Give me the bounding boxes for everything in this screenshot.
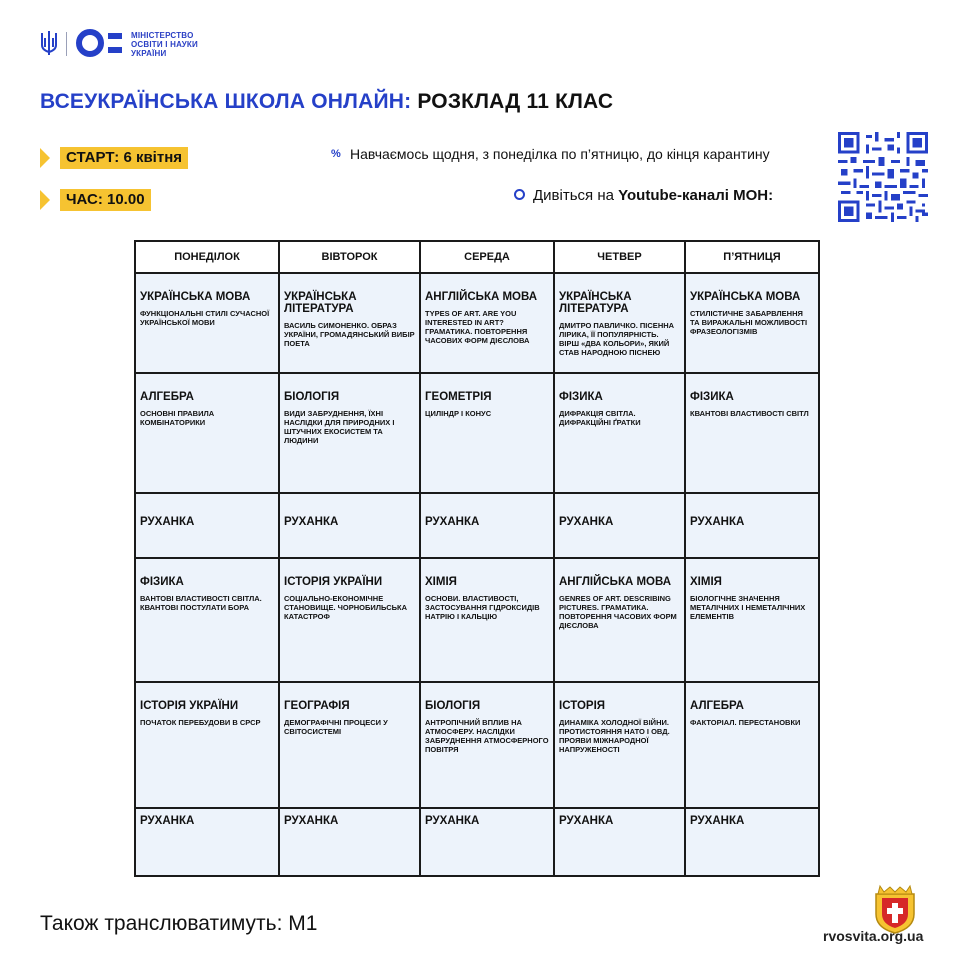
lesson-subject: УКРАЇНСЬКА ЛІТЕРАТУРА [284, 291, 357, 315]
lesson-topic: КВАНТОВІ ВЛАСТИВОСТІ СВІТЛ [690, 409, 809, 418]
ministry-name [131, 31, 198, 58]
table-row [135, 373, 819, 493]
lesson-topic: ВАНТОВІ ВЛАСТИВОСТІ СВІТЛА. КВАНТОВІ ПОСТУЛАТИ БОРА [140, 594, 262, 612]
table-header-row [135, 241, 819, 273]
ministry-line: УКРАЇНИ [131, 49, 167, 58]
lesson-cell [685, 373, 819, 493]
lesson-subject: АЛГЕБРА [140, 391, 194, 403]
lesson-cell [685, 273, 819, 373]
lesson-topic: TYPES OF ART. ARE YOU INTERESTED IN ART? ГРАМАТИКА. ПОВТОРЕННЯ ЧАСОВИХ ФОРМ ДІЄСЛОВА [425, 309, 530, 345]
ministry-line: МІНІСТЕРСТВО [131, 31, 194, 40]
title-blue: ВСЕУКРАЇНСЬКА ШКОЛА ОНЛАЙН: [40, 90, 412, 113]
lesson-subject: ГЕОМЕТРІЯ [425, 391, 492, 403]
lesson-topic: ПОЧАТОК ПЕРЕБУДОВИ В СРСР [140, 718, 261, 727]
lesson-topic: СТИЛІСТИЧНЕ ЗАБАРВЛЕННЯ ТА ВИРАЖАЛЬНІ МОЖЛИВОСТІ ФРАЗЕОЛОГІЗМІВ [690, 309, 808, 336]
exercise-cell [554, 808, 685, 876]
youtube-note [533, 187, 773, 204]
title-dark: РОЗКЛАД 11 КЛАС [417, 90, 614, 113]
lesson-subject: ФІЗИКА [559, 391, 603, 403]
lesson-subject: БІОЛОГІЯ [425, 700, 481, 712]
table-row [135, 682, 819, 808]
table-row [135, 558, 819, 682]
lesson-topic: СОЦІАЛЬНО-ЕКОНОМІЧНЕ СТАНОВИЩЕ. ЧОРНОБИЛЬСЬКА КАТАСТРОФ [284, 594, 408, 621]
lesson-topic: ДИНАМІКА ХОЛОДНОЇ ВІЙНИ. ПРОТИСТОЯННЯ НАТО І ОВД. ПРОЯВИ МІЖНАРОДНОЇ НАПРУЖЕНОСТІ [559, 718, 670, 754]
lesson-subject: ІСТОРІЯ УКРАЇНИ [140, 700, 239, 712]
lesson-topic: ОСНОВИ. ВЛАСТИВОСТІ, ЗАСТОСУВАННЯ ГІДРОКСИДІВ НАТРІЮ І КАЛЬЦІЮ [425, 594, 540, 621]
lesson-cell [554, 373, 685, 493]
lesson-cell [279, 682, 420, 808]
lesson-cell [685, 682, 819, 808]
lesson-topic: АНТРОПІЧНИЙ ВПЛИВ НА АТМОСФЕРУ. НАСЛІДКИ ЗАБРУДНЕННЯ АТМОСФЕРНОГО ПОВІТРЯ [425, 718, 549, 754]
lesson-cell [420, 682, 554, 808]
daily-note: Навчаємось щодня, з понеділка по п’ятницю, до кінця карантину [350, 146, 770, 162]
lesson-topic: ФУНКЦІОНАЛЬНІ СТИЛІ СУЧАСНОЇ УКРАЇНСЬКОЇ МОВИ [140, 309, 270, 327]
broadcast-note: Також транслюватимуть: М1 [40, 912, 318, 935]
logo-divider [66, 32, 67, 56]
circle-bullet-icon [514, 189, 525, 200]
time-arrow-icon [40, 190, 50, 210]
ukraine-trident-icon [40, 30, 58, 56]
exercise-label: РУХАНКА [425, 516, 480, 528]
lesson-topic: ЦИЛІНДР І КОНУС [425, 409, 492, 418]
lesson-topic: ВАСИЛЬ СИМОНЕНКО. ОБРАЗ УКРАЇНИ, ГРОМАДЯНСЬКИЙ ВИБІР ПОЕТА [284, 321, 415, 348]
lesson-subject: ФІЗИКА [690, 391, 734, 403]
day-header: СЕРЕДА [420, 241, 554, 273]
exercise-cell [420, 808, 554, 876]
exercise-cell [420, 493, 554, 558]
ministry-logo-mark [76, 28, 124, 58]
exercise-row [135, 493, 819, 558]
exercise-label: РУХАНКА [425, 815, 480, 827]
table-row [135, 273, 819, 373]
lesson-subject: УКРАЇНСЬКА ЛІТЕРАТУРА [559, 291, 632, 315]
day-header: ПОНЕДІЛОК [135, 241, 279, 273]
lesson-topic: БІОЛОГІЧНЕ ЗНАЧЕННЯ МЕТАЛІЧНИХ І НЕМЕТАЛІЧНИХ ЕЛЕМЕНТІВ [690, 594, 806, 621]
exercise-label: РУХАНКА [140, 815, 195, 827]
lesson-cell [279, 373, 420, 493]
exercise-cell [279, 493, 420, 558]
lesson-cell [135, 558, 279, 682]
youtube-prefix: Дивіться на [533, 187, 619, 204]
exercise-label: РУХАНКА [140, 516, 195, 528]
lesson-cell [279, 273, 420, 373]
lesson-topic: ВИДИ ЗАБРУДНЕННЯ, ЇХНІ НАСЛІДКИ ДЛЯ ПРИРОДНИХ І ШТУЧНИХ ЕКОСИСТЕМ ТА ЛЮДИНИ [284, 409, 395, 445]
exercise-cell [135, 493, 279, 558]
exercise-cell [685, 808, 819, 876]
lesson-subject: АНГЛІЙСЬКА МОВА [425, 291, 538, 303]
lesson-topic: ОСНОВНІ ПРАВИЛА КОМБІНАТОРИКИ [140, 409, 215, 427]
youtube-channel: Youtube-каналі МОН: [618, 187, 774, 204]
lesson-topic: ДЕМОГРАФІЧНІ ПРОЦЕСИ У СВІТОСИСТЕМІ [284, 718, 388, 736]
lesson-cell [554, 682, 685, 808]
schedule-table [134, 240, 820, 877]
lesson-cell [135, 373, 279, 493]
lesson-cell [135, 682, 279, 808]
lesson-cell [685, 558, 819, 682]
qr-code-icon[interactable] [838, 132, 928, 222]
lesson-cell [135, 273, 279, 373]
lesson-subject: ГЕОГРАФІЯ [284, 700, 350, 712]
lesson-subject: ІСТОРІЯ УКРАЇНИ [284, 576, 383, 588]
lesson-subject: АНГЛІЙСЬКА МОВА [559, 576, 672, 588]
start-arrow-icon [40, 148, 50, 168]
lesson-subject: ХІМІЯ [425, 576, 457, 588]
lesson-cell [420, 558, 554, 682]
lesson-subject: УКРАЇНСЬКА МОВА [690, 291, 801, 303]
site-watermark: rvosvita.org.ua [823, 928, 924, 944]
exercise-label: РУХАНКА [284, 516, 339, 528]
percent-icon: % [331, 148, 341, 160]
ministry-line: ОСВІТИ І НАУКИ [131, 40, 198, 49]
lesson-topic: ФАКТОРІАЛ. ПЕРЕСТАНОВКИ [690, 718, 801, 727]
lesson-subject: ФІЗИКА [140, 576, 184, 588]
lesson-cell [420, 373, 554, 493]
day-header: П’ЯТНИЦЯ [685, 241, 819, 273]
day-header: ВІВТОРОК [279, 241, 420, 273]
time-badge: ЧАС: 10.00 [60, 189, 151, 211]
lesson-subject: БІОЛОГІЯ [284, 391, 340, 403]
exercise-label: РУХАНКА [559, 815, 614, 827]
lesson-subject: УКРАЇНСЬКА МОВА [140, 291, 251, 303]
exercise-label: РУХАНКА [690, 516, 745, 528]
exercise-cell [279, 808, 420, 876]
lesson-subject: ХІМІЯ [690, 576, 722, 588]
lesson-cell [554, 558, 685, 682]
exercise-label: РУХАНКА [284, 815, 339, 827]
lesson-cell [420, 273, 554, 373]
exercise-label: РУХАНКА [559, 516, 614, 528]
start-badge: СТАРТ: 6 квітня [60, 147, 188, 169]
lesson-subject: АЛГЕБРА [690, 700, 744, 712]
exercise-cell [685, 493, 819, 558]
exercise-label: РУХАНКА [690, 815, 745, 827]
lesson-subject: ІСТОРІЯ [559, 700, 606, 712]
rivne-crest-icon [872, 884, 918, 934]
exercise-cell [135, 808, 279, 876]
lesson-cell [554, 273, 685, 373]
lesson-cell [279, 558, 420, 682]
day-header: ЧЕТВЕР [554, 241, 685, 273]
lesson-topic: ДИФРАКЦІЯ СВІТЛА. ДИФРАКЦІЙНІ ҐРАТКИ [559, 409, 641, 427]
exercise-row [135, 808, 819, 876]
exercise-cell [554, 493, 685, 558]
page-title [40, 90, 613, 114]
lesson-topic: ДМИТРО ПАВЛИЧКО. ПІСЕННА ЛІРИКА, ЇЇ ПОПУЛЯРНІСТЬ. ВІРШ «ДВА КОЛЬОРИ», ЯКИЙ СТАВ НАРОДНОЮ ПІСНЕЮ [559, 321, 675, 357]
lesson-topic: GENRES OF ART. DESCRIBING PICTURES. ГРАМАТИКА. ПОВТОРЕННЯ ЧАСОВИХ ФОРМ ДІЄСЛОВА [559, 594, 677, 630]
